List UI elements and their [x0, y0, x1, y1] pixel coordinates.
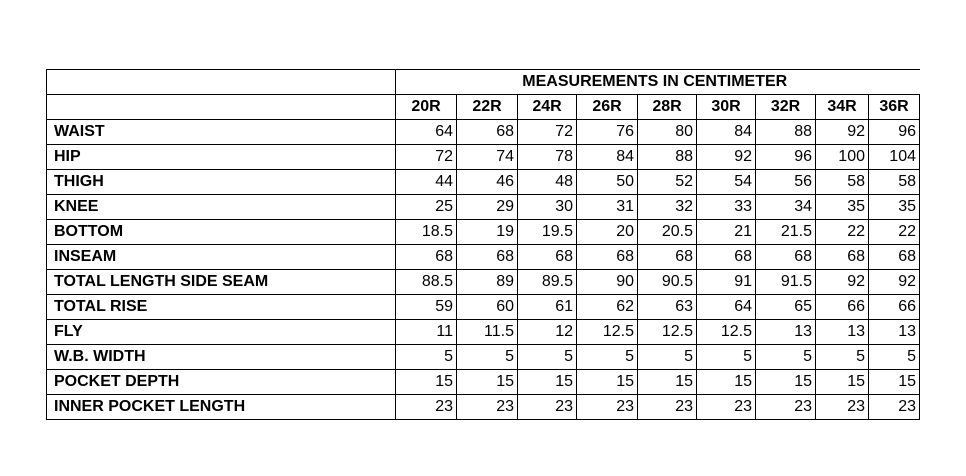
measurement-label: TOTAL LENGTH SIDE SEAM: [47, 270, 396, 295]
measurement-value: 20: [577, 220, 638, 245]
table-row: [47, 395, 920, 420]
measurement-value: 22: [869, 220, 920, 245]
measurement-value: 84: [697, 120, 756, 145]
measurement-label: KNEE: [47, 195, 396, 220]
measurement-value: 68: [756, 245, 816, 270]
measurement-value: 15: [816, 370, 869, 395]
measurement-value: 66: [816, 295, 869, 320]
measurement-value: 23: [756, 395, 816, 420]
measurement-value: 23: [457, 395, 518, 420]
measurement-value: 50: [577, 170, 638, 195]
table-row: [47, 145, 920, 170]
measurement-value: 5: [577, 345, 638, 370]
title-label-spacer: [47, 70, 396, 95]
measurement-value: 46: [457, 170, 518, 195]
size-header-cell: 22R: [457, 95, 518, 120]
table-row: [47, 270, 920, 295]
measurement-value: 23: [869, 395, 920, 420]
measurement-label: W.B. WIDTH: [47, 345, 396, 370]
table-row: [47, 245, 920, 270]
measurement-label: INNER POCKET LENGTH: [47, 395, 396, 420]
measurement-value: 74: [457, 145, 518, 170]
measurement-value: 5: [396, 345, 457, 370]
measurement-value: 15: [396, 370, 457, 395]
measurement-label: INSEAM: [47, 245, 396, 270]
table-title: MEASUREMENTS IN CENTIMETER: [396, 70, 920, 95]
measurement-value: 68: [816, 245, 869, 270]
table-row: [47, 170, 920, 195]
table-row: [47, 195, 920, 220]
measurement-value: 54: [697, 170, 756, 195]
measurement-value: 68: [518, 245, 577, 270]
measurement-value: 15: [457, 370, 518, 395]
measurement-value: 90.5: [638, 270, 697, 295]
measurement-value: 15: [756, 370, 816, 395]
measurement-value: 13: [756, 320, 816, 345]
measurement-value: 63: [638, 295, 697, 320]
measurement-value: 92: [697, 145, 756, 170]
measurement-value: 80: [638, 120, 697, 145]
header-corner-cell: [47, 95, 396, 120]
measurement-value: 5: [518, 345, 577, 370]
measurement-value: 23: [638, 395, 697, 420]
measurement-value: 78: [518, 145, 577, 170]
measurement-value: 13: [816, 320, 869, 345]
measurement-value: 5: [756, 345, 816, 370]
measurement-value: 21.5: [756, 220, 816, 245]
measurement-label: FLY: [47, 320, 396, 345]
measurement-label: WAIST: [47, 120, 396, 145]
table-row: [47, 370, 920, 395]
measurement-value: 72: [518, 120, 577, 145]
measurement-value: 12.5: [638, 320, 697, 345]
size-header-cell: 26R: [577, 95, 638, 120]
measurement-value: 56: [756, 170, 816, 195]
measurement-value: 96: [869, 120, 920, 145]
measurement-value: 62: [577, 295, 638, 320]
measurement-value: 19: [457, 220, 518, 245]
measurement-value: 34: [756, 195, 816, 220]
measurement-value: 84: [577, 145, 638, 170]
measurement-value: 5: [697, 345, 756, 370]
measurement-value: 19.5: [518, 220, 577, 245]
table-row: [47, 345, 920, 370]
measurement-value: 68: [577, 245, 638, 270]
measurement-value: 89: [457, 270, 518, 295]
measurement-value: 92: [816, 120, 869, 145]
measurement-value: 11: [396, 320, 457, 345]
measurement-value: 72: [396, 145, 457, 170]
measurement-value: 92: [869, 270, 920, 295]
measurement-value: 12.5: [577, 320, 638, 345]
measurement-value: 5: [457, 345, 518, 370]
size-header-cell: 30R: [697, 95, 756, 120]
measurement-label: HIP: [47, 145, 396, 170]
measurement-value: 96: [756, 145, 816, 170]
measurement-value: 15: [518, 370, 577, 395]
size-header-cell: 36R: [869, 95, 920, 120]
measurement-value: 32: [638, 195, 697, 220]
title-row: [47, 70, 920, 95]
measurement-value: 89.5: [518, 270, 577, 295]
size-header-row: [47, 95, 920, 120]
measurement-table: [46, 69, 920, 420]
measurement-value: 58: [869, 170, 920, 195]
measurement-value: 48: [518, 170, 577, 195]
measurement-value: 23: [697, 395, 756, 420]
measurement-value: 88: [638, 145, 697, 170]
measurement-label: POCKET DEPTH: [47, 370, 396, 395]
measurement-value: 20.5: [638, 220, 697, 245]
table-row: [47, 295, 920, 320]
measurement-value: 13: [869, 320, 920, 345]
measurement-value: 15: [869, 370, 920, 395]
measurement-value: 104: [869, 145, 920, 170]
measurement-value: 61: [518, 295, 577, 320]
measurement-value: 68: [638, 245, 697, 270]
measurement-value: 15: [577, 370, 638, 395]
measurement-value: 88.5: [396, 270, 457, 295]
measurement-value: 23: [816, 395, 869, 420]
measurement-value: 15: [638, 370, 697, 395]
measurement-value: 23: [396, 395, 457, 420]
table-body: [47, 70, 920, 420]
measurement-value: 12: [518, 320, 577, 345]
measurement-value: 92: [816, 270, 869, 295]
measurement-value: 68: [869, 245, 920, 270]
measurement-value: 18.5: [396, 220, 457, 245]
measurement-value: 21: [697, 220, 756, 245]
size-header-cell: 28R: [638, 95, 697, 120]
measurement-label: THIGH: [47, 170, 396, 195]
measurement-value: 65: [756, 295, 816, 320]
measurement-value: 88: [756, 120, 816, 145]
measurement-value: 33: [697, 195, 756, 220]
measurement-value: 60: [457, 295, 518, 320]
size-header-cell: 24R: [518, 95, 577, 120]
measurement-value: 22: [816, 220, 869, 245]
measurement-value: 29: [457, 195, 518, 220]
measurement-value: 68: [396, 245, 457, 270]
measurement-value: 90: [577, 270, 638, 295]
size-header-cell: 34R: [816, 95, 869, 120]
table-row: [47, 320, 920, 345]
measurement-value: 35: [869, 195, 920, 220]
size-header-cell: 32R: [756, 95, 816, 120]
measurement-value: 11.5: [457, 320, 518, 345]
measurement-value: 35: [816, 195, 869, 220]
measurement-value: 76: [577, 120, 638, 145]
size-header-cell: 20R: [396, 95, 457, 120]
measurement-value: 12.5: [697, 320, 756, 345]
measurement-value: 64: [396, 120, 457, 145]
measurement-label: TOTAL RISE: [47, 295, 396, 320]
measurement-value: 5: [816, 345, 869, 370]
table-row: [47, 120, 920, 145]
measurement-value: 15: [697, 370, 756, 395]
measurement-value: 59: [396, 295, 457, 320]
measurement-value: 66: [869, 295, 920, 320]
measurement-value: 23: [518, 395, 577, 420]
measurement-value: 58: [816, 170, 869, 195]
measurement-value: 68: [457, 120, 518, 145]
measurement-value: 5: [869, 345, 920, 370]
table-row: [47, 220, 920, 245]
measurement-value: 91: [697, 270, 756, 295]
measurement-value: 91.5: [756, 270, 816, 295]
measurement-value: 52: [638, 170, 697, 195]
measurement-value: 31: [577, 195, 638, 220]
measurement-value: 23: [577, 395, 638, 420]
measurement-value: 44: [396, 170, 457, 195]
measurement-value: 25: [396, 195, 457, 220]
measurement-value: 68: [697, 245, 756, 270]
measurement-value: 64: [697, 295, 756, 320]
measurement-value: 68: [457, 245, 518, 270]
measurement-value: 100: [816, 145, 869, 170]
measurement-value: 5: [638, 345, 697, 370]
measurement-label: BOTTOM: [47, 220, 396, 245]
measurement-value: 30: [518, 195, 577, 220]
